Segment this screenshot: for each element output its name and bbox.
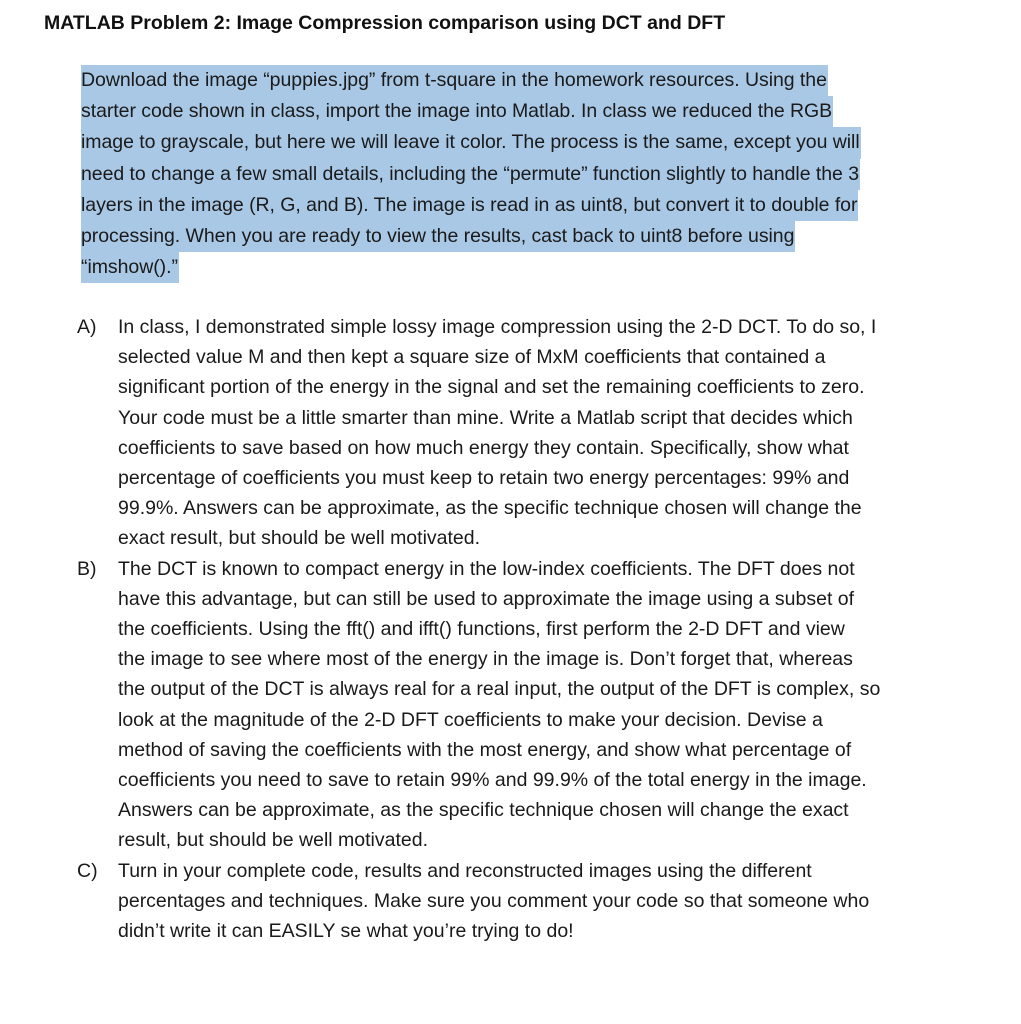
problem-part-text — [118, 312, 977, 554]
problem-part-marker: A) — [77, 316, 97, 338]
problem-parts-list — [77, 312, 977, 946]
intro-highlighted-line: Download the image “puppies.jpg” from t-square in the homework resources. Using the — [81, 65, 828, 96]
problem-part-line: coefficients you need to save to retain 99% and 99.9% of the total energy in the image. — [118, 769, 867, 792]
problem-part-line: coefficients to save based on how much energy they contain. Specifically, show what — [118, 436, 849, 459]
problem-part — [77, 856, 977, 947]
intro-highlighted-line: layers in the image (R, G, and B). The image is read in as uint8, but convert it to double for — [81, 190, 858, 221]
problem-part-line: the coefficients. Using the fft() and ifft() functions, first perform the 2-D DFT and view — [118, 618, 845, 641]
problem-part-line: percentages and techniques. Make sure you comment your code so that someone who — [118, 889, 870, 912]
problem-part-line: Turn in your complete code, results and reconstructed images using the different — [118, 859, 812, 882]
problem-part-line: have this advantage, but can still be used to approximate the image using a subset of — [118, 587, 855, 610]
problem-part — [77, 554, 977, 856]
problem-part-line: In class, I demonstrated simple lossy image compression using the 2-D DCT. To do so, I — [118, 316, 877, 338]
problem-part-line: 99.9%. Answers can be approximate, as the specific technique chosen will change the — [118, 497, 862, 520]
problem-part-line: result, but should be well motivated. — [118, 829, 429, 852]
problem-part-line: method of saving the coefficients with the most energy, and show what percentage of — [118, 738, 852, 761]
problem-part-line: significant portion of the energy in the signal and set the remaining coefficients to zero. — [118, 376, 865, 399]
problem-part-marker: C) — [77, 859, 98, 882]
problem-part-line: percentage of coefficients you must keep to retain two energy percentages: 99% and — [118, 467, 850, 490]
problem-part-line: the output of the DCT is always real for a real input, the output of the DFT is complex, so — [118, 678, 881, 701]
intro-paragraph — [81, 65, 981, 283]
problem-part-line: exact result, but should be well motivated. — [118, 527, 481, 550]
problem-part-line: The DCT is known to compact energy in the low-index coefficients. The DFT does not — [118, 557, 855, 580]
problem-part-line: didn’t write it can EASILY se what you’re trying to do! — [118, 920, 574, 943]
intro-highlighted-line: processing. When you are ready to view the results, cast back to uint8 before using — [81, 221, 795, 252]
intro-highlighted-line: need to change a few small details, including the “permute” function slightly to handle the 3 — [81, 159, 860, 190]
problem-part-text — [118, 856, 977, 947]
problem-part-line: selected value M and then kept a square size of MxM coefficients that contained a — [118, 346, 826, 369]
problem-part-line: look at the magnitude of the 2-D DFT coefficients to make your decision. Devise a — [118, 708, 823, 731]
intro-highlighted-line: image to grayscale, but here we will leave it color. The process is the same, except you will — [81, 127, 861, 158]
page-title: MATLAB Problem 2: Image Compression comparison using DCT and DFT — [44, 12, 726, 34]
problem-part-line: the image to see where most of the energy in the image is. Don’t forget that, whereas — [118, 648, 853, 671]
problem-part-line: Your code must be a little smarter than mine. Write a Matlab script that decides which — [118, 406, 853, 429]
intro-highlighted-line: starter code shown in class, import the image into Matlab. In class we reduced the RGB — [81, 96, 833, 127]
intro-highlighted-line: “imshow().” — [81, 252, 179, 283]
problem-part-marker: B) — [77, 557, 97, 580]
problem-part-text — [118, 554, 977, 856]
problem-part — [77, 312, 977, 554]
problem-part-line: Answers can be approximate, as the specific technique chosen will change the exact — [118, 799, 849, 822]
